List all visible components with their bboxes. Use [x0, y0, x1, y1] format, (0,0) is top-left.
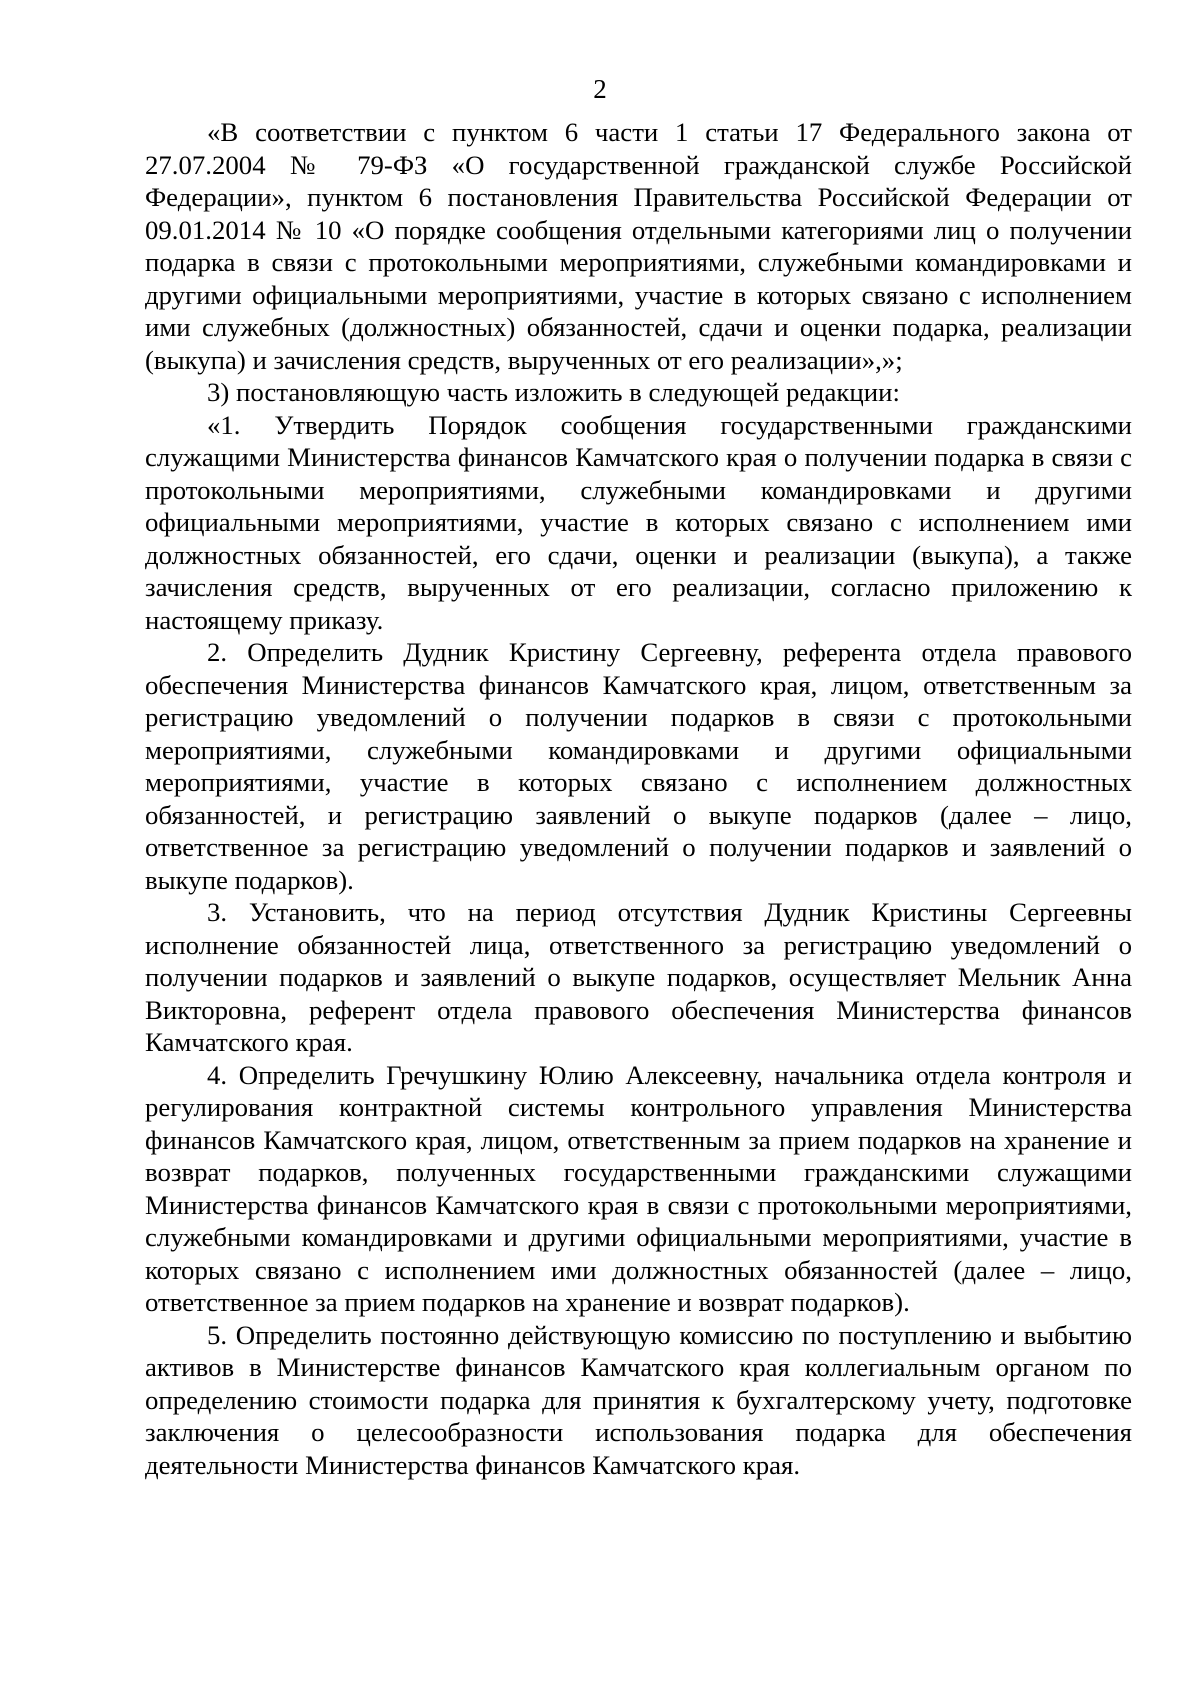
document-body [145, 116, 1132, 1481]
paragraph-clause-2: 2. Определить Дудник Кристину Сергеевну, референта отдела правового обеспечения Министерства финансов Камчатского края, лицом, ответственным за регистрацию уведомлений о получении подарков в связи с протокольными мероприятиями, служебными командировками и другими официальными мероприятиями, участие в которых связано с исполнением должностных обязанностей, и регистрацию заявлений о выкупе подарков (далее – лицо, ответственное за регистрацию уведомлений о получении подарков и заявлений о выкупе подарков). [145, 637, 1132, 895]
paragraph-clause-4: 4. Определить Гречушкину Юлию Алексеевну, начальника отдела контроля и регулирования контрактной системы контрольного управления Министерства финансов Камчатского края, лицом, ответственным за прием подарков на хранение и возврат подарков, полученных государственными гражданскими служащими Министерства финансов Камчатского края в связи с протокольными мероприятиями, служебными командировками и другими официальными мероприятиями, участие в которых связано с исполнением ими должностных обязанностей (далее – лицо, ответственное за прием подарков на хранение и возврат подарков). [145, 1059, 1132, 1317]
paragraph-clause-3: 3. Установить, что на период отсутствия Дудник Кристины Сергеевны исполнение обязанностей лица, ответственного за регистрацию уведомлений о получении подарков и заявлений о выкупе подарков, осуществляет Мельник Анна Викторовна, референт отдела правового обеспечения Министерства финансов Камчатского края. [145, 897, 1132, 1057]
paragraph-clause-5: 5. Определить постоянно действующую комиссию по поступлению и выбытию активов в Министерстве финансов Камчатского края коллегиальным органом по определению стоимости подарка для принятия к бухгалтерскому учету, подготовке заключения о целесообразности использования подарка для обеспечения деятельности Министерства финансов Камчатского края. [145, 1319, 1132, 1480]
paragraph-item-3: 3) постановляющую часть изложить в следующей редакции: [207, 377, 900, 407]
page-number: 2 [593, 74, 607, 104]
paragraph-preamble: «В соответствии с пунктом 6 части 1 статьи 17 Федерального закона от 27.07.2004 № 79-ФЗ «О государственной гражданской службе Российской Федерации», пунктом 6 постановления Правительства Российской Федерации от 09.01.2014 № 10 «О порядке сообщения отдельными категориями лиц о получении подарка в связи с протокольными мероприятиями, служебными командировками и другими официальными мероприятиями, участие в которых связано с исполнением ими служебных (должностных) обязанностей, сдачи и оценки подарка, реализации (выкупа) и зачисления средств, вырученных от его реализации»,»; [145, 117, 1132, 375]
paragraph-clause-1: «1. Утвердить Порядок сообщения государственными гражданскими служащими Министерства финансов Камчатского края о получении подарка в связи с протокольными мероприятиями, служебными командировками и другими официальными мероприятиями, участие в которых связано с исполнением ими должностных обязанностей, его сдачи, оценки и реализации (выкупа), а также зачисления средств, вырученных от его реализации, согласно приложению к настоящему приказу. [145, 409, 1132, 635]
